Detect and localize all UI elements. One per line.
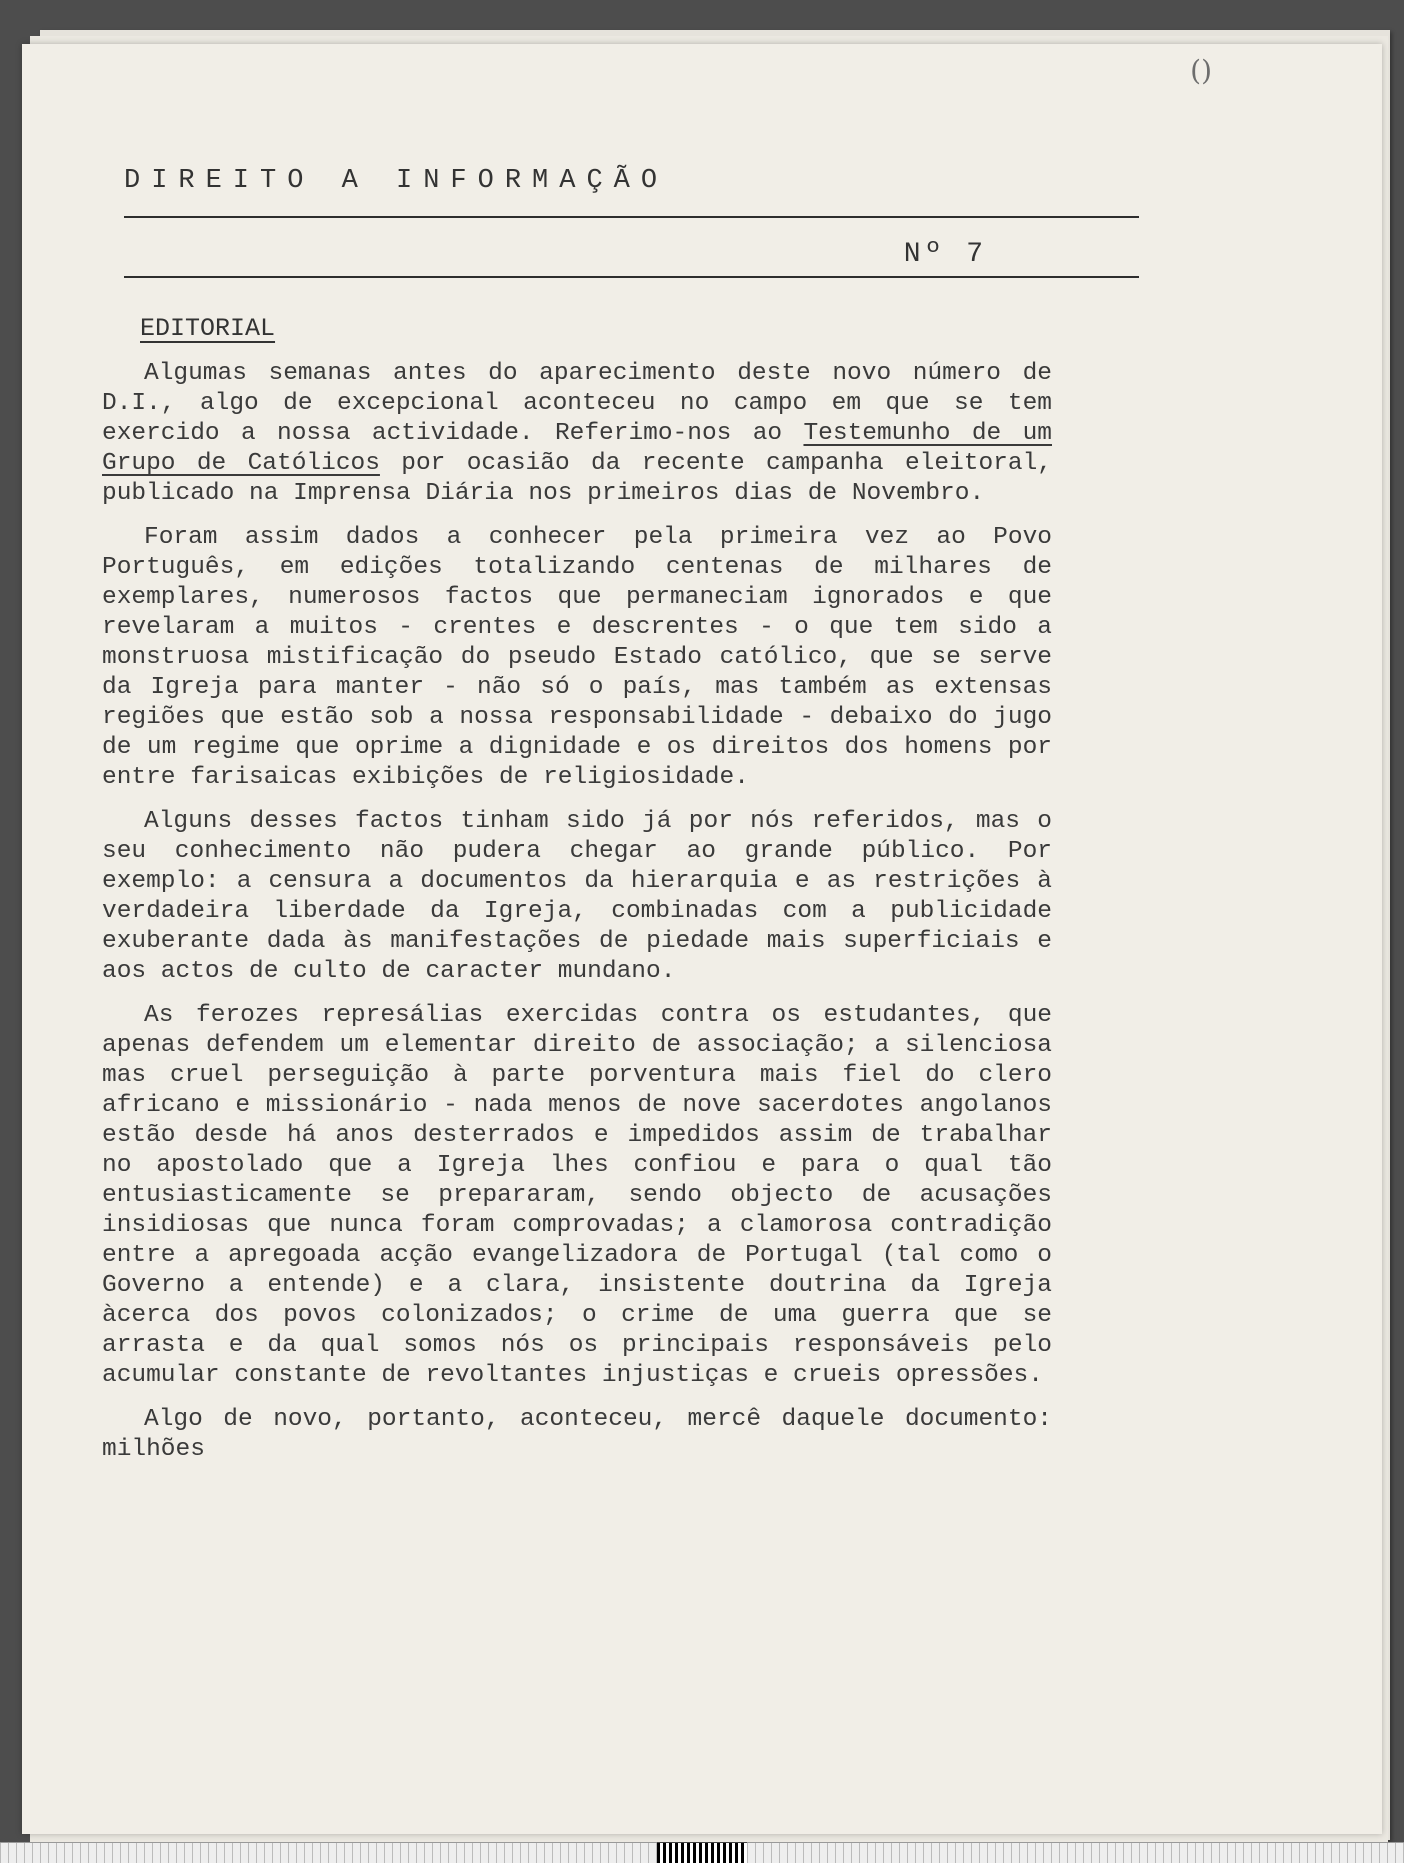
section-heading: EDITORIAL — [140, 314, 276, 343]
scale-ruler — [0, 1843, 1404, 1863]
masthead-rule-top — [124, 216, 1139, 218]
testemunho-title: Testemunho de um Grupo de Católicos — [102, 420, 1052, 477]
issue-number: Nº 7 — [903, 239, 987, 270]
ruler-scale-left — [0, 1842, 657, 1863]
corner-mark: () — [1190, 54, 1212, 87]
paragraph-1 — [102, 359, 1052, 509]
paragraph-1-text: Algumas semanas antes do aparecimento deste novo número de D.I., algo de excepcional aconteceu no campo em que se tem exercido a nossa actividade. Referimo-nos ao — [102, 360, 1052, 447]
ruler-marker — [657, 1843, 747, 1863]
paragraph-2: Foram assim dados a conhecer pela primeira vez ao Povo Português, em edições totalizando centenas de milhares de exemplares, numerosos factos que permaneciam ignorados e que revelaram a muitos - crentes e descrentes - o que tem sido a monstruosa mistificação do pseudo Estado católico, que se serve da Igreja para manter - não só o país, mas também as extensas regiões que estão sob a nossa responsabilidade - debaixo do jugo de um regime que oprime a dignidade e os direitos dos homens por entre farisaicas exibições de religiosidade. — [102, 524, 1052, 791]
paper-sheet — [22, 44, 1382, 1834]
paragraph-1-text-end: por ocasião da recente campanha eleitoral, publicado na Imprensa Diária nos primeiros dias de Novembro. — [102, 450, 1052, 507]
masthead-rule-bottom — [124, 276, 1139, 278]
paragraph-3: Alguns desses factos tinham sido já por nós referidos, mas o seu conhecimento não pudera chegar ao grande público. Por exemplo: a censura a documentos da hierarquia e as restrições à verdadeira liberdade da Igreja, combinadas com a publicidade exuberante dada às manifestações de piedade mais superficiais e aos actos de culto de caracter mundano. — [102, 808, 1052, 985]
masthead-title: DIREITO A INFORMAÇÃO — [124, 166, 669, 196]
editorial-body — [102, 359, 1052, 1479]
paragraph-4: As ferozes represálias exercidas contra os estudantes, que apenas defendem um elementar direito de associação; a silenciosa mas cruel perseguição à parte porventura mais fiel do clero africano e missionário - nada menos de nove sacerdotes angolanos estão desde há anos desterrados e impedidos assim de trabalhar no apostolado que a Igreja lhes confiou e para o qual tão entusiasticamente se prepararam, sendo objecto de acusações insidiosas que nunca foram comprovadas; a clamorosa contradição entre a apregoada acção evangelizadora de Portugal (tal como o Governo a entende) e a clara, insistente doutrina da Igreja àcerca dos povos colonizados; o crime de uma guerra que se arrasta e da qual somos nós os principais responsáveis pelo acumular constante de revoltantes injustiças e crueis opressões. — [102, 1002, 1052, 1389]
ruler-scale-right — [747, 1842, 1404, 1863]
paragraph-5: Algo de novo, portanto, aconteceu, mercê daquele documento: milhões — [102, 1406, 1052, 1463]
